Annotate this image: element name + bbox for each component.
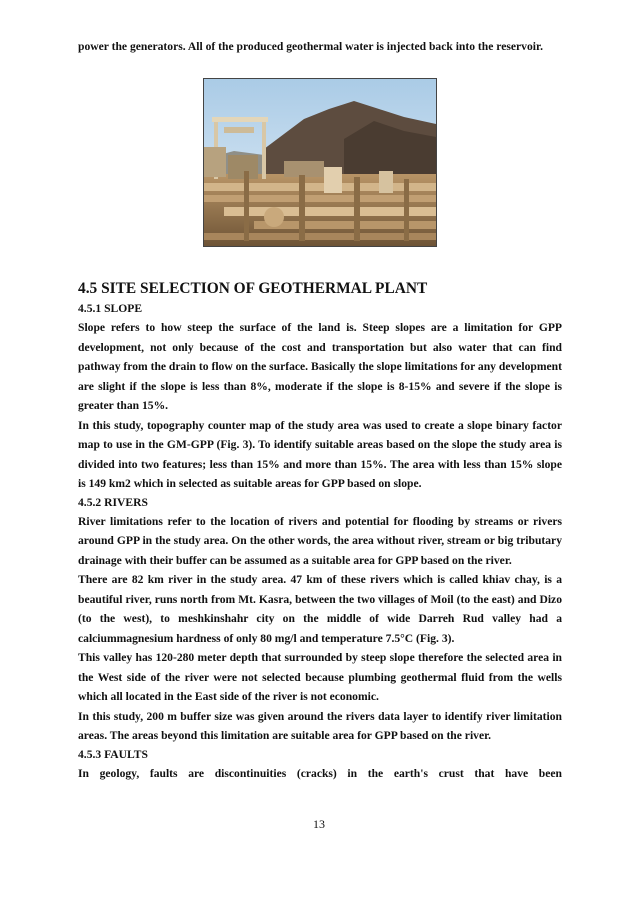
rivers-paragraph-1: River limitations refer to the location of rivers and potential for flooding by streams or rivers around GPP in the study area. On the other words, the area without river, stream or big tributary drainage with their buffer can be assumed as a suitable area for GPP based on the river. <box>78 514 562 567</box>
plant-illustration-icon <box>204 79 436 246</box>
slope-paragraph-1: Slope refers to how steep the surface of the land is. Steep slopes are a limitation for GPP development, not only because of the cost and transportation but also water that can find pathway from the drain to flow on the surface. Basically the slope limitations for any development are slight if the slope is less than 8%, moderate if the slope is 8-15% and severe if the slope is greater than 15%. <box>78 321 562 412</box>
section-heading: 4.5 SITE SELECTION OF GEOTHERMAL PLANT <box>78 280 428 297</box>
slope-heading: 4.5.1 SLOPE <box>78 302 143 315</box>
rivers-heading: 4.5.2 RIVERS <box>78 495 148 509</box>
intro-paragraph: power the generators. All of the produced geothermal water is injected back into the reservoir. <box>78 40 543 53</box>
main-text <box>78 279 562 783</box>
rivers-paragraph-4: In this study, 200 m buffer size was given around the rivers data layer to identify river limitation areas. The areas beyond this limitation are suitable area for GPP based on the river. <box>78 709 562 742</box>
rivers-paragraph-3: This valley has 120-280 meter depth that surrounded by steep slope therefore the selected area in the West side of the river were not selected because plumbing geothermal fluid from the wells which all located in the East side of the river is not economic. <box>78 651 562 703</box>
slope-paragraph-2: In this study, topography counter map of the study area was used to create a slope binary factor map to use in the GM-GPP (Fig. 3). To identify suitable areas based on the slope the study area is divided into two features; less than 15% and more than 15%. The area with less than 15% slope is 149 km2 which in selected as suitable areas for GPP based on slope. <box>78 418 562 490</box>
intro-block <box>78 37 562 57</box>
geothermal-plant-photo <box>203 78 437 247</box>
faults-paragraph-1: In geology, faults are discontinuities (cracks) in the earth's crust that have been <box>78 766 562 780</box>
faults-heading: 4.5.3 FAULTS <box>78 747 148 761</box>
page-number: 13 <box>313 817 325 831</box>
rivers-paragraph-2: There are 82 km river in the study area. 47 km of these rivers which is called khiav chay, is a beautiful river, runs north from Mt. Kasra, between the two villages of Moil (to the east) and Dizo (to the west), to meshkinshahr city on the middle of wide Darreh Rud valley had a calciummagnesium hardness of only 80 mg/l and temperature 7.5°C (Fig. 3). <box>78 573 562 645</box>
